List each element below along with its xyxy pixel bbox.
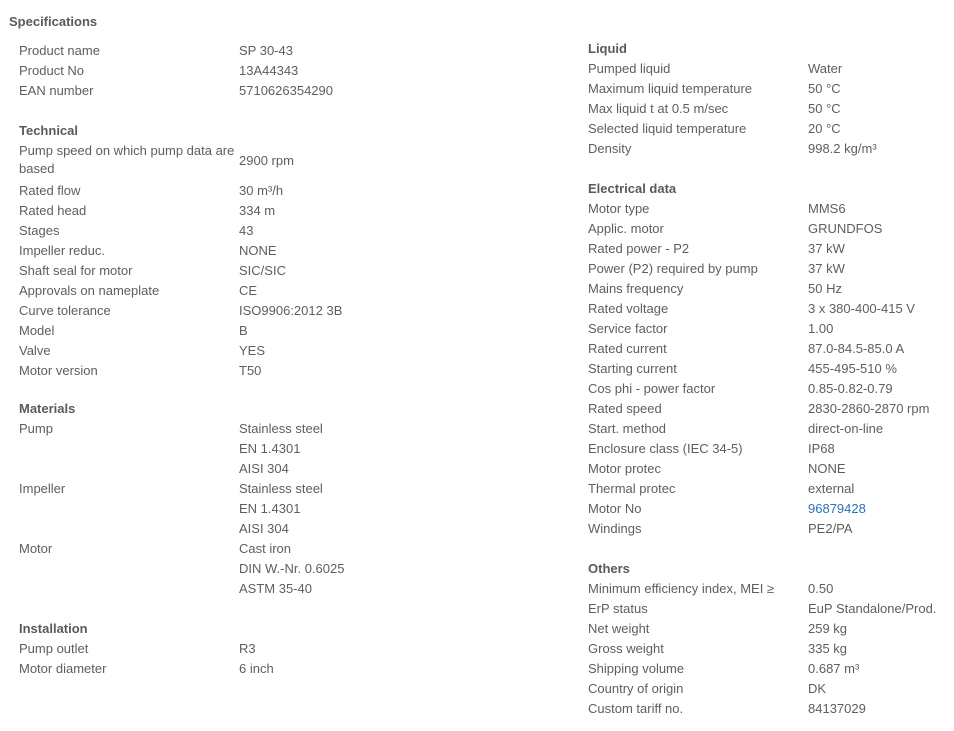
- section-title: Technical: [19, 123, 79, 138]
- spec-label: Impeller: [19, 481, 66, 496]
- spec-value: 335 kg: [808, 641, 848, 656]
- spec-label: Rated voltage: [588, 301, 669, 316]
- spec-row: [588, 199, 948, 219]
- section-title: Others: [588, 561, 630, 576]
- spec-label: Max liquid t at 0.5 m/sec: [588, 101, 729, 116]
- spec-row: [588, 339, 948, 359]
- technical-section: [19, 121, 559, 381]
- spec-row: [588, 239, 948, 259]
- spec-label: Pumped liquid: [588, 61, 671, 76]
- spec-value: 0.50: [808, 581, 834, 596]
- spec-label: Product No: [19, 63, 85, 78]
- spec-label: Starting current: [588, 361, 677, 376]
- spec-value: 84137029: [808, 701, 866, 716]
- spec-row: [588, 439, 948, 459]
- spec-label: EAN number: [19, 83, 94, 98]
- spec-label: Motor version: [19, 363, 98, 378]
- section-title: Installation: [19, 621, 88, 636]
- spec-label: Valve: [19, 343, 51, 358]
- spec-row: [588, 379, 948, 399]
- spec-value: B: [239, 323, 248, 338]
- material-line: Cast iron: [239, 541, 292, 556]
- spec-value: 13A44343: [239, 63, 299, 78]
- spec-label: Motor protec: [588, 461, 661, 476]
- spec-row: [19, 141, 559, 181]
- spec-label: Mains frequency: [588, 281, 684, 296]
- spec-row: [19, 81, 559, 101]
- spec-value: PE2/PA: [808, 521, 853, 536]
- spec-value: direct-on-line: [808, 421, 884, 436]
- spec-value: 3 x 380-400-415 V: [808, 301, 915, 316]
- spec-row: [588, 99, 948, 119]
- spec-value: [239, 479, 559, 539]
- spec-value: 1.00: [808, 321, 834, 336]
- spec-row: [588, 659, 948, 679]
- spec-label: Start. method: [588, 421, 667, 436]
- spec-row: [19, 539, 559, 599]
- product-section: [19, 41, 559, 101]
- material-line: AISI 304: [239, 521, 289, 536]
- spec-row: [588, 399, 948, 419]
- spec-row: [588, 359, 948, 379]
- spec-label: Pump outlet: [19, 641, 89, 656]
- spec-row: [588, 679, 948, 699]
- spec-row: [588, 59, 948, 79]
- spec-label: Motor: [19, 541, 53, 556]
- spec-label: Maximum liquid temperature: [588, 81, 753, 96]
- spec-value: 5710626354290: [239, 83, 333, 98]
- spec-label: Applic. motor: [588, 221, 664, 236]
- spec-value: SIC/SIC: [239, 263, 286, 278]
- installation-section: [19, 619, 559, 679]
- spec-label: Gross weight: [588, 641, 664, 656]
- spec-row: [588, 699, 948, 719]
- spec-label: Rated head: [19, 203, 87, 218]
- material-line: EN 1.4301: [239, 441, 301, 456]
- liquid-section: [588, 39, 948, 159]
- spec-value: Water: [808, 61, 843, 76]
- spec-row: [19, 41, 559, 61]
- spec-label: Windings: [588, 521, 642, 536]
- spec-value: 6 inch: [239, 661, 274, 676]
- spec-label: Service factor: [588, 321, 668, 336]
- motor-no-link[interactable]: 96879428: [808, 501, 866, 516]
- spec-value: 2830-2860-2870 rpm: [808, 401, 930, 416]
- spec-label: Pump speed on which pump data are based: [19, 143, 235, 176]
- spec-row: [19, 321, 559, 341]
- spec-row: [588, 519, 948, 539]
- spec-label: Enclosure class (IEC 34-5): [588, 441, 743, 456]
- spec-label: Rated current: [588, 341, 667, 356]
- spec-value: 50 Hz: [808, 281, 842, 296]
- spec-value: NONE: [808, 461, 846, 476]
- spec-label: Net weight: [588, 621, 650, 636]
- material-line: Stainless steel: [239, 421, 323, 436]
- spec-row: [588, 639, 948, 659]
- spec-row: [588, 299, 948, 319]
- spec-value: IP68: [808, 441, 835, 456]
- spec-label: Product name: [19, 43, 100, 58]
- spec-value: R3: [239, 641, 256, 656]
- spec-row: [588, 279, 948, 299]
- material-line: ASTM 35-40: [239, 581, 312, 596]
- spec-value: 0.687 m³: [808, 661, 860, 676]
- spec-label: Cos phi - power factor: [588, 381, 716, 396]
- spec-value: DK: [808, 681, 827, 696]
- spec-row: [19, 341, 559, 361]
- spec-label: Motor type: [588, 201, 650, 216]
- spec-row: [588, 119, 948, 139]
- spec-value: [239, 419, 559, 479]
- spec-value: 43: [239, 223, 254, 238]
- spec-row: [588, 619, 948, 639]
- spec-value: EuP Standalone/Prod.: [808, 601, 937, 616]
- spec-row: [588, 599, 948, 619]
- spec-label: Shipping volume: [588, 661, 685, 676]
- spec-value: 37 kW: [808, 261, 845, 276]
- spec-row: [19, 261, 559, 281]
- material-line: Stainless steel: [239, 481, 323, 496]
- spec-label: Power (P2) required by pump: [588, 261, 758, 276]
- spec-label: Thermal protec: [588, 481, 676, 496]
- spec-value: YES: [239, 343, 266, 358]
- spec-row: [588, 419, 948, 439]
- spec-label: Curve tolerance: [19, 303, 111, 318]
- spec-row: [588, 219, 948, 239]
- spec-row: [19, 241, 559, 261]
- spec-row: [19, 419, 559, 479]
- spec-label: Rated flow: [19, 183, 81, 198]
- spec-row: [19, 361, 559, 381]
- spec-value: 259 kg: [808, 621, 848, 636]
- spec-label: ErP status: [588, 601, 648, 616]
- spec-label: Shaft seal for motor: [19, 263, 133, 278]
- spec-value: CE: [239, 283, 258, 298]
- spec-value: NONE: [239, 243, 277, 258]
- spec-value: [239, 539, 559, 599]
- spec-value: ISO9906:2012 3B: [239, 303, 343, 318]
- spec-value: SP 30-43: [239, 43, 293, 58]
- spec-label: Motor No: [588, 501, 642, 516]
- spec-row: [19, 659, 559, 679]
- spec-label: Rated speed: [588, 401, 662, 416]
- spec-value: 998.2 kg/m³: [808, 141, 877, 156]
- spec-row: [588, 79, 948, 99]
- section-title: Materials: [19, 401, 76, 416]
- spec-value: 20 °C: [808, 121, 841, 136]
- page-title: Specifications: [9, 14, 98, 29]
- spec-label: Pump: [19, 421, 53, 436]
- material-line: EN 1.4301: [239, 501, 301, 516]
- spec-label: Approvals on nameplate: [19, 283, 160, 298]
- spec-value: 37 kW: [808, 241, 845, 256]
- section-title: Liquid: [588, 41, 627, 56]
- material-line: AISI 304: [239, 461, 289, 476]
- spec-label: Model: [19, 323, 55, 338]
- spec-value: 0.85-0.82-0.79: [808, 381, 893, 396]
- spec-row: [19, 201, 559, 221]
- spec-row: [588, 499, 948, 519]
- spec-label: Selected liquid temperature: [588, 121, 747, 136]
- spec-row: [588, 459, 948, 479]
- spec-row: [588, 139, 948, 159]
- spec-label: Motor diameter: [19, 661, 107, 676]
- spec-row: [588, 259, 948, 279]
- spec-row: [588, 319, 948, 339]
- spec-value: 50 °C: [808, 81, 841, 96]
- spec-value: 455-495-510 %: [808, 361, 897, 376]
- spec-label: Custom tariff no.: [588, 701, 684, 716]
- materials-section: [19, 399, 559, 599]
- spec-value: T50: [239, 363, 262, 378]
- electrical-section: [588, 179, 948, 539]
- material-line: DIN W.-Nr. 0.6025: [239, 561, 345, 576]
- spec-value: 87.0-84.5-85.0 A: [808, 341, 905, 356]
- spec-label: Minimum efficiency index, MEI ≥: [588, 581, 775, 596]
- spec-row: [588, 479, 948, 499]
- spec-value: external: [808, 481, 855, 496]
- spec-row: [19, 479, 559, 539]
- spec-value: 334 m: [239, 203, 276, 218]
- spec-label: Rated power - P2: [588, 241, 690, 256]
- spec-row: [19, 221, 559, 241]
- spec-value: 50 °C: [808, 101, 841, 116]
- spec-value: 2900 rpm: [239, 153, 294, 168]
- spec-label: Density: [588, 141, 632, 156]
- spec-row: [19, 639, 559, 659]
- spec-value: MMS6: [808, 201, 846, 216]
- spec-value: 30 m³/h: [239, 183, 284, 198]
- spec-row: [588, 579, 948, 599]
- spec-row: [19, 61, 559, 81]
- spec-label: Impeller reduc.: [19, 243, 105, 258]
- spec-row: [19, 301, 559, 321]
- others-section: [588, 559, 948, 719]
- spec-row: [19, 181, 559, 201]
- section-title: Electrical data: [588, 181, 677, 196]
- spec-row: [19, 281, 559, 301]
- spec-label: Country of origin: [588, 681, 684, 696]
- spec-label: Stages: [19, 223, 60, 238]
- spec-value: GRUNDFOS: [808, 221, 883, 236]
